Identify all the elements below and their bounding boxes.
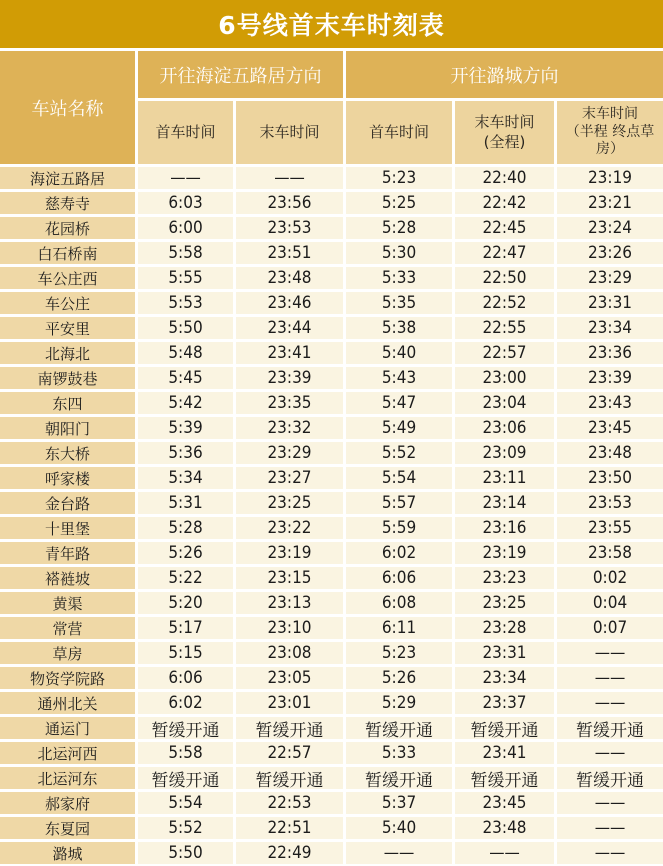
station-cell: 常营	[0, 617, 135, 639]
time-cell: 23:36	[557, 342, 663, 364]
header-first-train-2	[346, 101, 452, 164]
header-station-name: 车站名称	[0, 51, 135, 164]
time-cell: 5:28	[346, 217, 452, 239]
time-cell: 23:51	[236, 242, 343, 264]
time-cell: 5:58	[138, 242, 233, 264]
time-cell: 5:40	[346, 342, 452, 364]
time-cell: 6:06	[346, 567, 452, 589]
station-cell: 褡裢坡	[0, 567, 135, 589]
time-cell: 23:48	[557, 442, 663, 464]
time-cell: 22:42	[455, 192, 554, 214]
time-cell: 23:55	[557, 517, 663, 539]
station-cell: 草房	[0, 642, 135, 664]
header-last-train-1	[236, 101, 343, 164]
time-cell: 5:42	[138, 392, 233, 414]
time-cell: 5:50	[138, 317, 233, 339]
time-cell: 5:58	[138, 742, 233, 764]
station-cell: 十里堡	[0, 517, 135, 539]
time-cell: 23:06	[455, 417, 554, 439]
header-label: 末车时间	[582, 106, 638, 123]
station-cell: 潞城	[0, 842, 135, 864]
time-cell: ——	[557, 792, 663, 814]
time-cell: 23:29	[236, 442, 343, 464]
time-cell: 暂缓开通	[346, 767, 452, 789]
time-cell: 23:43	[557, 392, 663, 414]
station-cell: 呼家楼	[0, 467, 135, 489]
time-cell: 5:28	[138, 517, 233, 539]
time-cell: 5:26	[138, 542, 233, 564]
station-cell: 北海北	[0, 342, 135, 364]
time-cell: 23:21	[557, 192, 663, 214]
time-cell: 23:48	[236, 267, 343, 289]
time-cell: 5:53	[138, 292, 233, 314]
time-cell: 22:53	[236, 792, 343, 814]
time-cell: 暂缓开通	[455, 767, 554, 789]
header-direction-lucheng: 开往潞城方向	[346, 51, 663, 98]
time-cell: 6:03	[138, 192, 233, 214]
time-cell: 暂缓开通	[236, 717, 343, 739]
time-cell: 23:14	[455, 492, 554, 514]
header-last-train-half	[557, 101, 663, 164]
time-cell: 5:30	[346, 242, 452, 264]
time-cell: 6:02	[138, 692, 233, 714]
time-cell: 5:33	[346, 267, 452, 289]
station-cell: 东夏园	[0, 817, 135, 839]
station-cell: 黄渠	[0, 592, 135, 614]
time-cell: 23:19	[557, 167, 663, 189]
time-cell: 5:54	[346, 467, 452, 489]
time-cell: 23:22	[236, 517, 343, 539]
time-cell: 暂缓开通	[346, 717, 452, 739]
station-cell: 平安里	[0, 317, 135, 339]
time-cell: 5:59	[346, 517, 452, 539]
time-cell: 5:23	[346, 642, 452, 664]
header-sublabel: (全程)	[483, 132, 526, 151]
time-cell: 5:43	[346, 367, 452, 389]
time-cell: 暂缓开通	[557, 767, 663, 789]
station-cell: 东四	[0, 392, 135, 414]
time-cell: 23:09	[455, 442, 554, 464]
time-cell: 23:31	[557, 292, 663, 314]
time-cell: 23:01	[236, 692, 343, 714]
time-cell: 暂缓开通	[557, 717, 663, 739]
time-cell: 23:23	[455, 567, 554, 589]
time-cell: 23:34	[455, 667, 554, 689]
time-cell: 5:48	[138, 342, 233, 364]
timetable-grid	[0, 51, 663, 864]
time-cell: 23:29	[557, 267, 663, 289]
time-cell: 22:55	[455, 317, 554, 339]
time-cell: 6:02	[346, 542, 452, 564]
time-cell: 5:20	[138, 592, 233, 614]
station-cell: 朝阳门	[0, 417, 135, 439]
time-cell: 5:34	[138, 467, 233, 489]
time-cell: 23:39	[236, 367, 343, 389]
time-cell: ——	[346, 842, 452, 864]
time-cell: 5:52	[138, 817, 233, 839]
time-cell: 23:39	[557, 367, 663, 389]
time-cell: 5:54	[138, 792, 233, 814]
time-cell: 暂缓开通	[138, 767, 233, 789]
time-cell: 5:26	[346, 667, 452, 689]
time-cell: 22:49	[236, 842, 343, 864]
time-cell: 5:55	[138, 267, 233, 289]
time-cell: 暂缓开通	[455, 717, 554, 739]
time-cell: 23:27	[236, 467, 343, 489]
time-cell: ——	[557, 642, 663, 664]
header-label: 末车时间	[259, 122, 320, 141]
time-cell: 5:22	[138, 567, 233, 589]
station-cell: 青年路	[0, 542, 135, 564]
time-cell: 23:56	[236, 192, 343, 214]
time-cell: 23:41	[236, 342, 343, 364]
time-cell: 5:49	[346, 417, 452, 439]
station-cell: 海淀五路居	[0, 167, 135, 189]
time-cell: 5:17	[138, 617, 233, 639]
header-label: 首车时间	[368, 122, 429, 141]
time-cell: 23:32	[236, 417, 343, 439]
time-cell: 23:58	[557, 542, 663, 564]
station-cell: 东大桥	[0, 442, 135, 464]
station-cell: 慈寿寺	[0, 192, 135, 214]
time-cell: 23:24	[557, 217, 663, 239]
station-cell: 花园桥	[0, 217, 135, 239]
time-cell: ——	[557, 692, 663, 714]
time-cell: 22:47	[455, 242, 554, 264]
time-cell: 5:23	[346, 167, 452, 189]
station-cell: 白石桥南	[0, 242, 135, 264]
time-cell: 5:52	[346, 442, 452, 464]
time-cell: 6:08	[346, 592, 452, 614]
time-cell: 暂缓开通	[236, 767, 343, 789]
time-cell: 23:48	[455, 817, 554, 839]
time-cell: 0:02	[557, 567, 663, 589]
time-cell: 5:47	[346, 392, 452, 414]
header-last-train-full	[455, 101, 554, 164]
time-cell: 5:36	[138, 442, 233, 464]
time-cell: 5:15	[138, 642, 233, 664]
time-cell: ——	[557, 667, 663, 689]
time-cell: 23:19	[455, 542, 554, 564]
station-cell: 车公庄	[0, 292, 135, 314]
time-cell: 23:04	[455, 392, 554, 414]
station-cell: 车公庄西	[0, 267, 135, 289]
time-cell: 23:45	[455, 792, 554, 814]
time-cell: 5:33	[346, 742, 452, 764]
timetable-title: 6号线首末车时刻表	[0, 0, 663, 48]
time-cell: 22:45	[455, 217, 554, 239]
time-cell: 22:57	[455, 342, 554, 364]
time-cell: 23:46	[236, 292, 343, 314]
time-cell: 23:50	[557, 467, 663, 489]
time-cell: 5:39	[138, 417, 233, 439]
time-cell: 23:45	[557, 417, 663, 439]
time-cell: ——	[138, 167, 233, 189]
time-cell: ——	[455, 842, 554, 864]
time-cell: 23:00	[455, 367, 554, 389]
time-cell: ——	[236, 167, 343, 189]
time-cell: 23:26	[557, 242, 663, 264]
station-cell: 通运门	[0, 717, 135, 739]
time-cell: 23:13	[236, 592, 343, 614]
time-cell: 23:08	[236, 642, 343, 664]
time-cell: 23:16	[455, 517, 554, 539]
time-cell: 22:52	[455, 292, 554, 314]
time-cell: 5:35	[346, 292, 452, 314]
time-cell: 5:50	[138, 842, 233, 864]
time-cell: 23:53	[557, 492, 663, 514]
station-cell: 郝家府	[0, 792, 135, 814]
time-cell: 23:19	[236, 542, 343, 564]
time-cell: 22:40	[455, 167, 554, 189]
time-cell: 23:25	[236, 492, 343, 514]
header-label: 末车时间	[474, 113, 535, 131]
time-cell: 5:45	[138, 367, 233, 389]
time-cell: 5:25	[346, 192, 452, 214]
time-cell: 5:37	[346, 792, 452, 814]
time-cell: 23:37	[455, 692, 554, 714]
time-cell: 23:41	[455, 742, 554, 764]
station-cell: 南锣鼓巷	[0, 367, 135, 389]
header-first-train-1	[138, 101, 233, 164]
time-cell: 6:11	[346, 617, 452, 639]
station-cell: 金台路	[0, 492, 135, 514]
time-cell: 5:29	[346, 692, 452, 714]
time-cell: ——	[557, 842, 663, 864]
time-cell: 6:00	[138, 217, 233, 239]
header-label: 首车时间	[155, 122, 216, 141]
time-cell: 23:28	[455, 617, 554, 639]
time-cell: 22:57	[236, 742, 343, 764]
time-cell: 23:05	[236, 667, 343, 689]
time-cell: 5:40	[346, 817, 452, 839]
time-cell: ——	[557, 742, 663, 764]
time-cell: 23:25	[455, 592, 554, 614]
time-cell: 0:04	[557, 592, 663, 614]
station-cell: 北运河东	[0, 767, 135, 789]
time-cell: 22:50	[455, 267, 554, 289]
time-cell: ——	[557, 817, 663, 839]
time-cell: 5:31	[138, 492, 233, 514]
time-cell: 6:06	[138, 667, 233, 689]
time-cell: 23:35	[236, 392, 343, 414]
time-cell: 23:53	[236, 217, 343, 239]
station-cell: 通州北关	[0, 692, 135, 714]
time-cell: 22:51	[236, 817, 343, 839]
header-sublabel: （半程 终点草房）	[565, 123, 655, 158]
time-cell: 23:11	[455, 467, 554, 489]
time-cell: 23:15	[236, 567, 343, 589]
header-direction-haidianwuluju: 开往海淀五路居方向	[138, 51, 343, 98]
time-cell: 0:07	[557, 617, 663, 639]
time-cell: 5:57	[346, 492, 452, 514]
time-cell: 23:34	[557, 317, 663, 339]
station-cell: 物资学院路	[0, 667, 135, 689]
time-cell: 23:10	[236, 617, 343, 639]
time-cell: 23:31	[455, 642, 554, 664]
time-cell: 23:44	[236, 317, 343, 339]
station-cell: 北运河西	[0, 742, 135, 764]
time-cell: 暂缓开通	[138, 717, 233, 739]
time-cell: 5:38	[346, 317, 452, 339]
